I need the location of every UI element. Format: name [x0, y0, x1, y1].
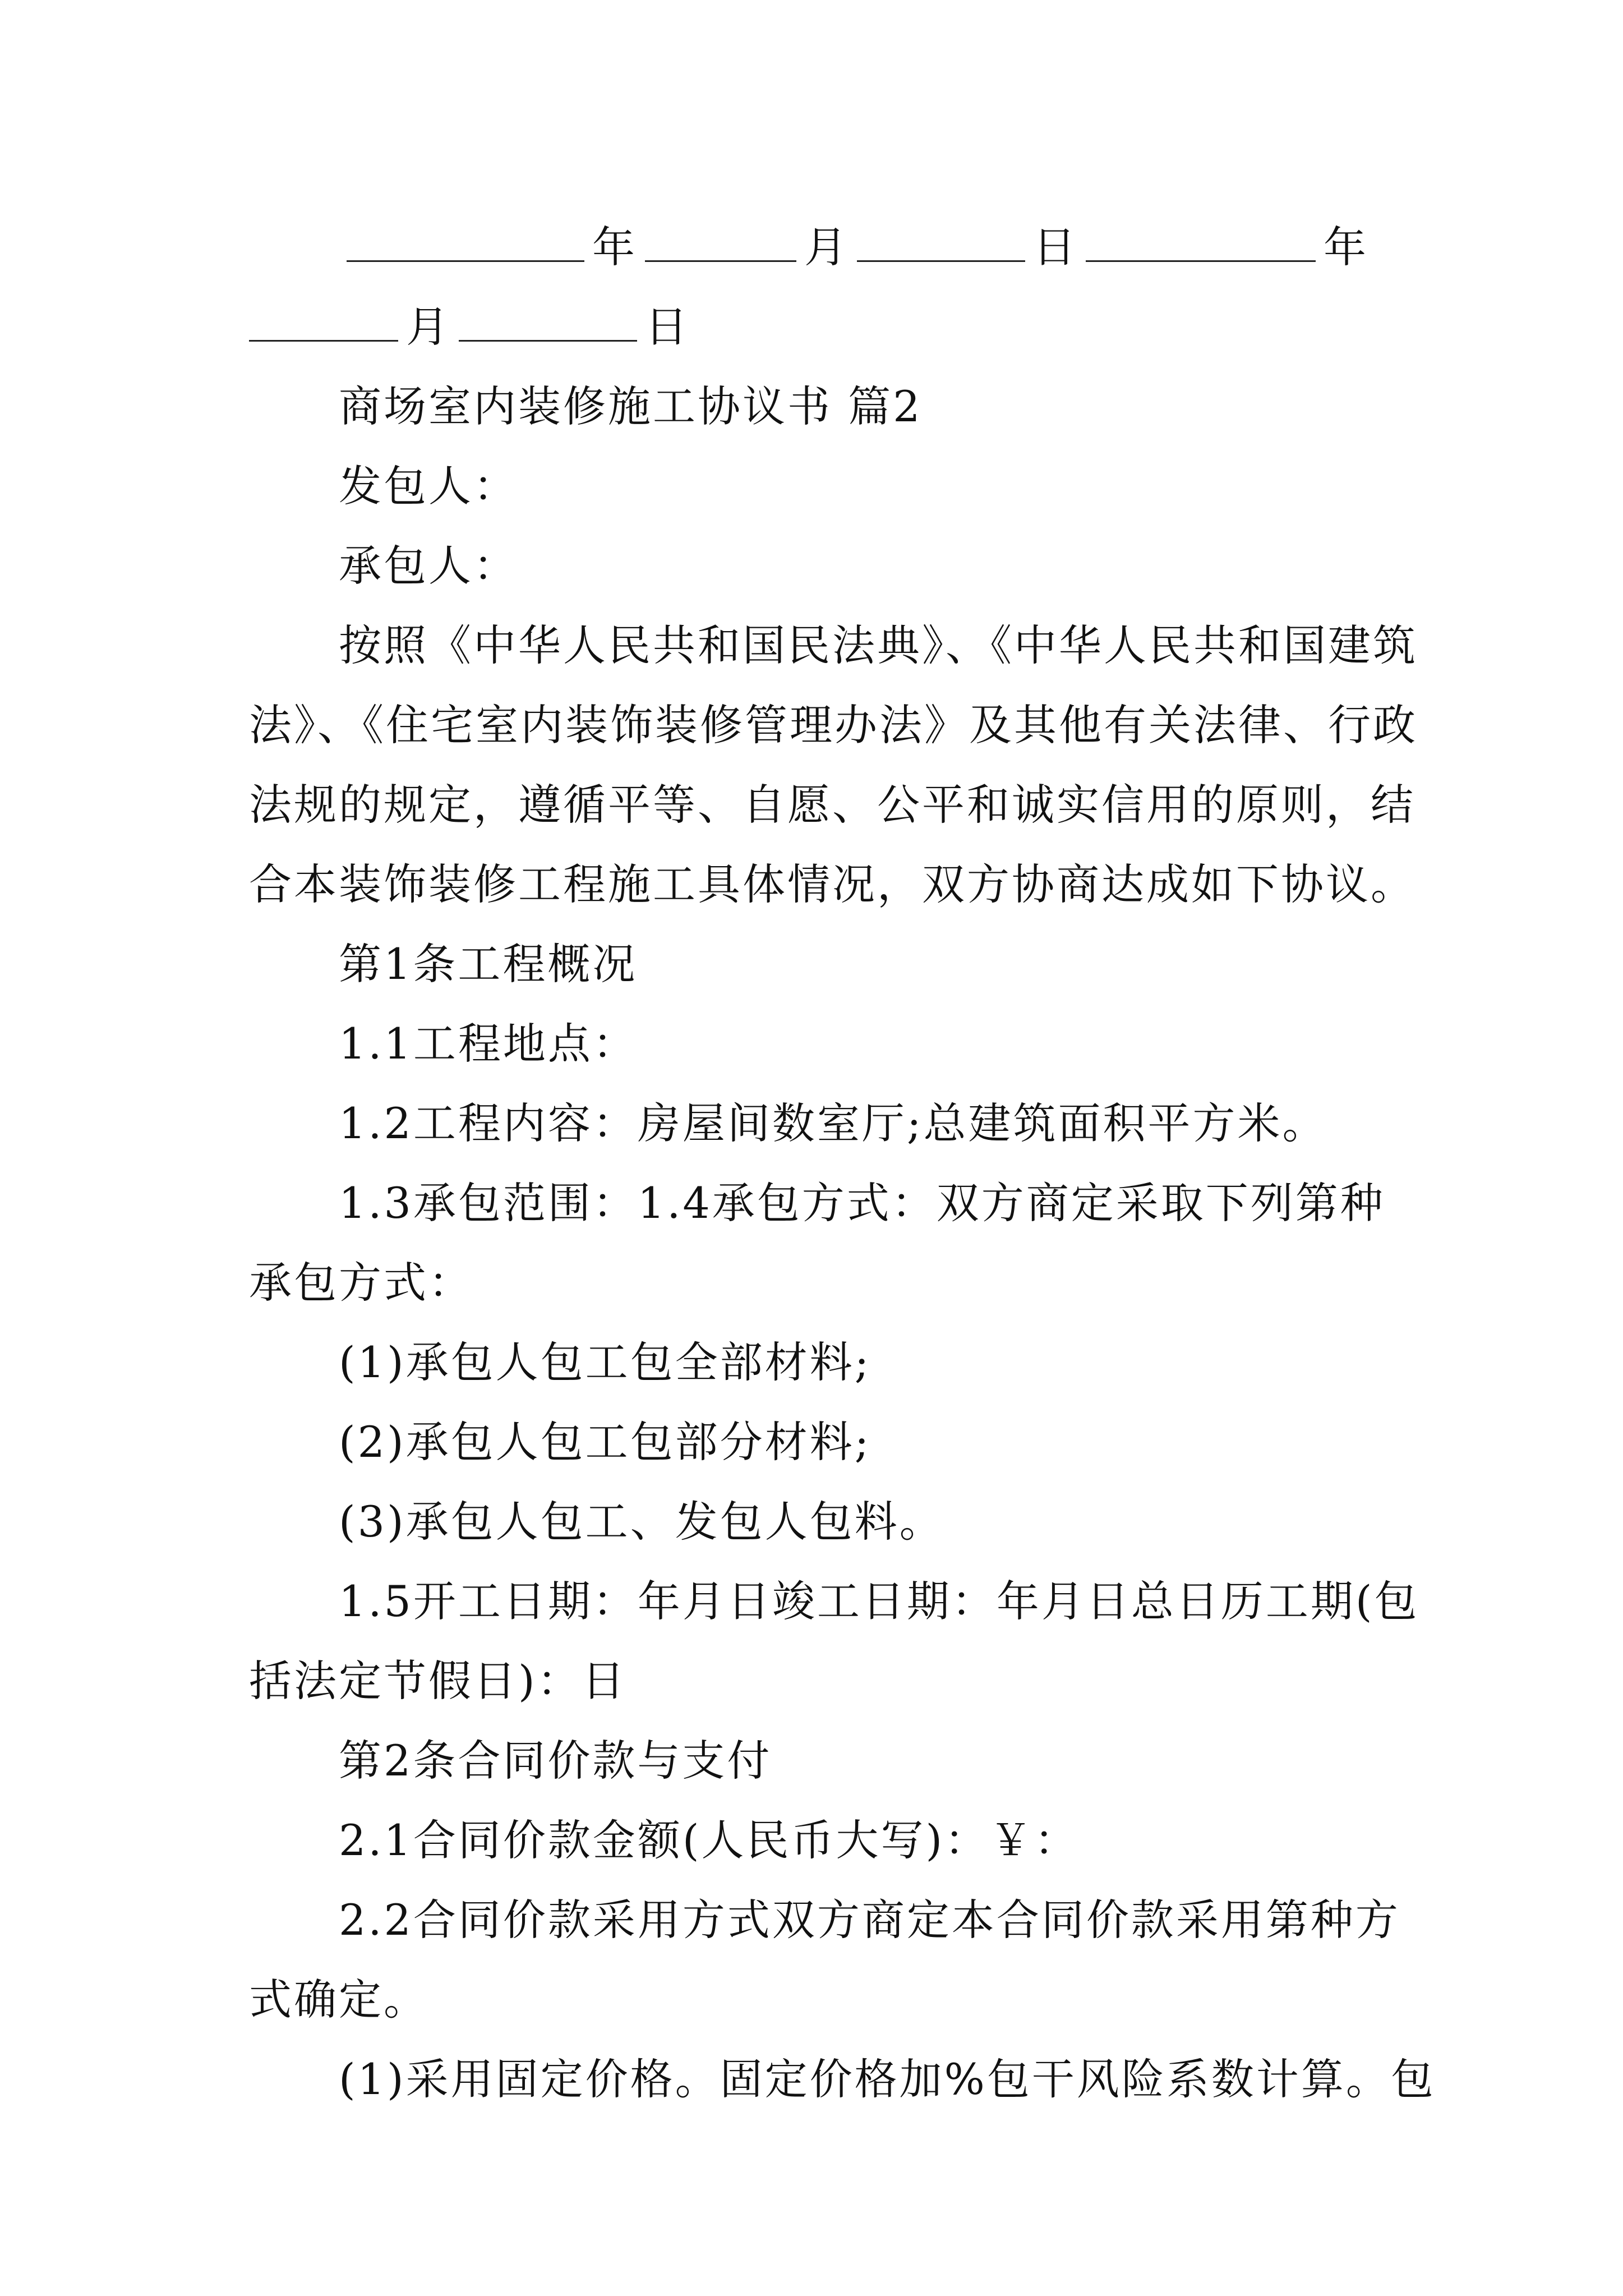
- employer-line: 发包人：: [339, 461, 518, 511]
- year-label: 年: [592, 222, 637, 272]
- day-label: 日: [1033, 222, 1078, 272]
- article-1-heading: 第1条工程概况: [339, 939, 638, 989]
- clause-1-3-cont: 承包方式：: [249, 1258, 473, 1308]
- year-blank: [1086, 227, 1316, 262]
- month-label: 月: [804, 222, 849, 272]
- year-label: 年: [1324, 222, 1368, 272]
- option-1: (1)承包人包工包全部材料;: [339, 1337, 872, 1387]
- clause-1-2: 1.2工程内容：房屋间数室厅;总建筑面积平方米。: [339, 1098, 1327, 1148]
- clause-2-2: 2.2合同价款采用方式双方商定本合同价款采用第种方: [339, 1895, 1400, 1945]
- month-blank: [645, 227, 796, 262]
- clause-2-2-cont: 式确定。: [249, 1975, 428, 2024]
- document-title: 商场室内装修施工协议书 篇2: [339, 381, 923, 431]
- clause-1-5-cont: 括法定节假日)：日: [249, 1656, 627, 1706]
- option-3: (3)承包人包工、发包人包料。: [339, 1497, 944, 1547]
- month-label: 月: [406, 302, 451, 352]
- document-body: [249, 208, 1436, 2119]
- date-line-2: [249, 287, 1387, 367]
- day-blank: [459, 306, 637, 342]
- clause-1-3: 1.3承包范围：1.4承包方式：双方商定采取下列第种: [339, 1178, 1385, 1228]
- month-blank: [249, 306, 398, 342]
- intro-line: 法规的规定，遵循平等、自愿、公平和诚实信用的原则，结: [249, 780, 1415, 830]
- day-blank: [857, 227, 1025, 262]
- day-label: 日: [645, 302, 690, 352]
- clause-2-1: 2.1合同价款金额(人民币大写)：￥：: [339, 1815, 1080, 1865]
- article-2-heading: 第2条合同价款与支付: [339, 1736, 772, 1786]
- contractor-line: 承包人：: [339, 541, 518, 591]
- clause-1-5: 1.5开工日期：年月日竣工日期：年月日总日历工期(包: [339, 1576, 1419, 1626]
- intro-line: 按照《中华人民共和国民法典》、《中华人民共和国建筑: [339, 620, 1418, 670]
- intro-line: 法》、《住宅室内装饰装修管理办法》及其他有关法律、行政: [249, 700, 1418, 750]
- year-blank: [347, 227, 584, 262]
- intro-line: 合本装饰装修工程施工具体情况，双方协商达成如下协议。: [249, 859, 1415, 909]
- option-2: (2)承包人包工包部分材料;: [339, 1417, 872, 1467]
- clause-1-1: 1.1工程地点：: [339, 1019, 638, 1069]
- fixed-price-clause: (1)采用固定价格。固定价格加%包干风险系数计算。包: [339, 2054, 1436, 2104]
- date-line-1: [249, 208, 1387, 287]
